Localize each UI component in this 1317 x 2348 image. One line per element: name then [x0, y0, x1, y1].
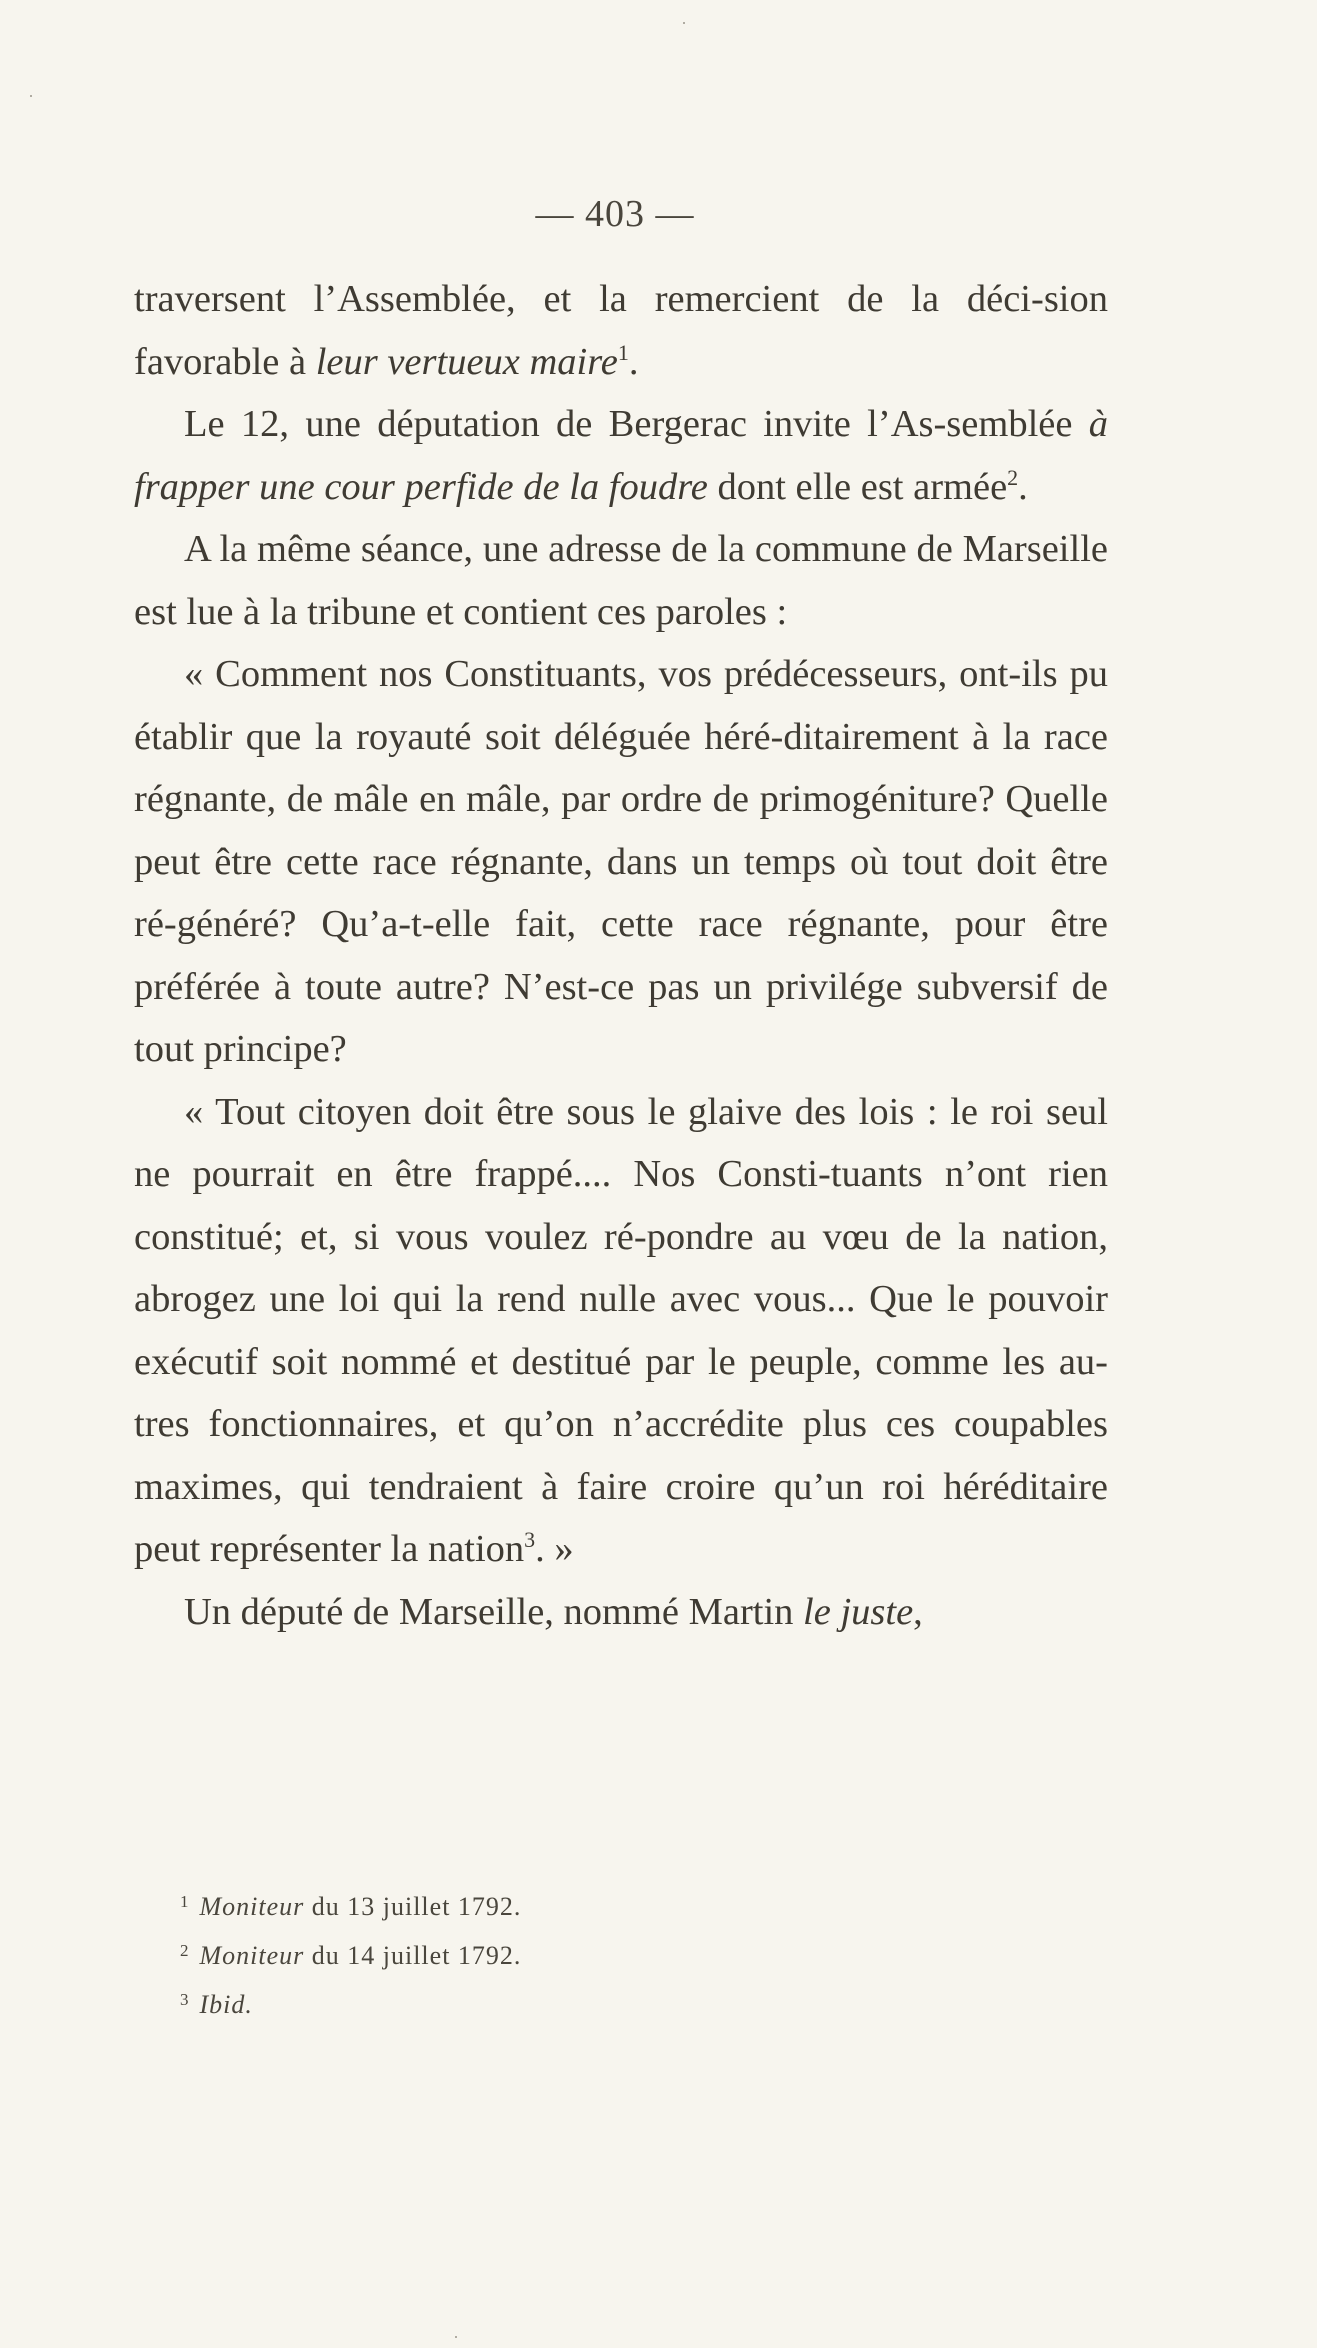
footnote-number: 2 [180, 1941, 190, 1960]
paragraph-2-end: . [1018, 465, 1028, 508]
body-text [134, 268, 1108, 1643]
paragraph-5 [134, 1081, 1108, 1581]
paragraph-5-text: « Tout citoyen doit être sous le glaive des lois : le roi seul ne pourrait en être frappé.... Nos Consti-tuants n’ont rien constitué; et, si vous voulez ré-pondre au vœu de la nation, abrogez une loi qui la rend nulle avec vous... Que le pouvoir exécutif soit nommé et destitué par le peuple, comme les au-tres fonctionnaires, et qu’on n’accrédite plus ces coupables maximes, qui tendraient à faire croire qu’un roi héréditaire peut représenter la nation [134, 1090, 1108, 1570]
paper-speck [30, 95, 32, 97]
paragraph-2-text: Le 12, une députation de Bergerac invite l’As-semblée [184, 403, 1089, 445]
footnote-ref-1: 1 [617, 339, 629, 365]
footnote-2 [180, 1929, 1080, 1978]
paper-speck [455, 2336, 457, 2338]
footnotes [180, 1880, 1080, 2027]
paragraph-2-italic: à frapper une cour perfide de la foudre [134, 403, 1108, 508]
paragraph-2-tail: dont elle est armée [707, 465, 1008, 508]
footnote-ref-3: 3 [524, 1527, 536, 1552]
paragraph-1-tail: . [628, 340, 639, 383]
paragraph-6 [134, 1581, 1108, 1644]
footnote-source: Moniteur [199, 1892, 305, 1921]
paragraph-1-italic: leur vertueux maire [315, 340, 618, 383]
paragraph-2 [134, 393, 1108, 518]
footnote-ref-2: 2 [1007, 464, 1019, 490]
footnote-source: Moniteur [199, 1941, 305, 1970]
footnote-number: 3 [180, 1990, 190, 2009]
footnote-text: du 13 juillet 1792. [304, 1892, 522, 1921]
paragraph-6-italic: le juste [803, 1590, 914, 1633]
paragraph-1 [134, 268, 1108, 393]
paragraph-1-text: traversent l’Assemblée, et la remercient de la déci-sion favorable à [134, 278, 1108, 383]
footnote-3 [180, 1978, 1080, 2027]
paragraph-6-text: Un député de Marseille, nommé Martin [184, 1590, 804, 1633]
paragraph-4: « Comment nos Constituants, vos prédécesseurs, ont-ils pu établir que la royauté soit déléguée héré-ditairement à la race régnante, de mâle en mâle, par ordre de primogéniture? Quelle peut être cette race régnante, dans un temps où tout doit être ré-généré? Qu’a-t-elle fait, cette race régnante, pour être préférée à toute autre? N’est-ce pas un privilége subversif de tout principe? [134, 653, 1108, 1070]
paper-speck [683, 22, 685, 24]
paragraph-3: A la même séance, une adresse de la commune de Marseille est lue à la tribune et contient ces paroles : [134, 528, 1108, 633]
footnote-number: 1 [180, 1892, 190, 1911]
footnote-text: du 14 juillet 1792. [304, 1941, 522, 1970]
page-number: — 403 — [535, 193, 695, 235]
footnote-1 [180, 1880, 1080, 1929]
footnote-source: Ibid. [199, 1990, 253, 2019]
paragraph-6-tail: , [913, 1590, 923, 1633]
paragraph-5-tail: . » [535, 1528, 574, 1570]
